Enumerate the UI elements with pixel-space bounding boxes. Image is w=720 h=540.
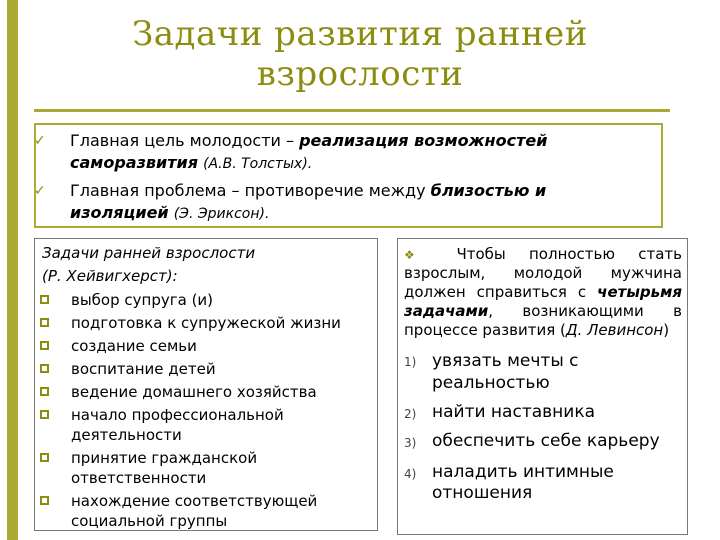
task-number: 1): [404, 355, 417, 369]
title-line-2: взрослости: [256, 54, 464, 94]
task-item-continuation: реальностью: [432, 373, 550, 393]
task-item: наладить интимные: [432, 462, 614, 482]
list-item: ведение домашнего хозяйства: [71, 383, 317, 401]
diamond-bullet-icon: ❖: [404, 248, 434, 262]
task-number: 2): [404, 407, 417, 421]
list-item: создание семьи: [71, 337, 197, 355]
check-icon: ✓: [34, 183, 46, 199]
goal-emphasis-1: реализация возможностей: [299, 131, 548, 150]
square-bullet-icon: [40, 387, 49, 396]
task-item: найти наставника: [432, 402, 596, 422]
list-item-continuation: ответственности: [71, 469, 207, 487]
list-item: начало профессиональной: [71, 406, 284, 424]
goal-prefix: Главная цель молодости –: [70, 131, 300, 150]
square-bullet-icon: [40, 341, 49, 350]
intro-line-1: ❖ Чтобы полностью стать: [404, 245, 682, 263]
levinson-tasks-box: [397, 238, 688, 535]
title-underline: [34, 109, 670, 112]
goal-source: (А.В. Толстых).: [203, 156, 313, 172]
task-item: обеспечить себе карьеру: [432, 431, 660, 451]
problem-emphasis-2: изоляцией: [70, 203, 169, 222]
square-bullet-icon: [40, 295, 49, 304]
list-item: выбор супруга (и): [71, 291, 214, 309]
intro-line-2: взрослым, молодой мужчина: [404, 264, 682, 282]
havighurst-tasks-box: [34, 238, 378, 531]
square-bullet-icon: [40, 364, 49, 373]
problem-source: (Э. Эриксон).: [173, 206, 270, 222]
square-bullet-icon: [40, 453, 49, 462]
left-heading: Задачи ранней взрослости: [42, 244, 256, 262]
problem-prefix: Главная проблема – противоречие между: [70, 181, 431, 200]
list-item: воспитание детей: [71, 360, 216, 378]
task-number: 3): [404, 436, 417, 450]
summary-box: [34, 123, 663, 228]
left-source: (Р. Хейвигхерст):: [42, 267, 178, 285]
square-bullet-icon: [40, 410, 49, 419]
list-item: принятие гражданской: [71, 449, 258, 467]
task-item-continuation: отношения: [432, 483, 533, 503]
list-item-continuation: социальной группы: [71, 512, 228, 530]
task-number: 4): [404, 467, 417, 481]
list-item: нахождение соответствующей: [71, 492, 318, 510]
intro-line-4: задачами, возникающими в: [404, 302, 682, 320]
list-item-continuation: деятельности: [71, 426, 182, 444]
problem-line-1: [70, 181, 546, 201]
goal-line-2: [70, 153, 312, 174]
title-line-1: Задачи развития ранней: [132, 14, 588, 54]
goal-emphasis-2: саморазвития: [70, 153, 198, 172]
square-bullet-icon: [40, 496, 49, 505]
intro-line-3: должен справиться с четырьмя: [404, 283, 682, 301]
problem-line-2: [70, 203, 269, 224]
intro-line-5: процессе развития (Д. Левинсон): [404, 321, 670, 339]
check-icon: ✓: [34, 133, 46, 149]
task-item: увязать мечты с: [432, 351, 579, 371]
square-bullet-icon: [40, 318, 49, 327]
goal-line-1: [70, 131, 547, 151]
problem-emphasis-1: близостью и: [430, 181, 547, 200]
list-item: подготовка к супружеской жизни: [71, 314, 341, 332]
slide-title: [90, 14, 630, 94]
